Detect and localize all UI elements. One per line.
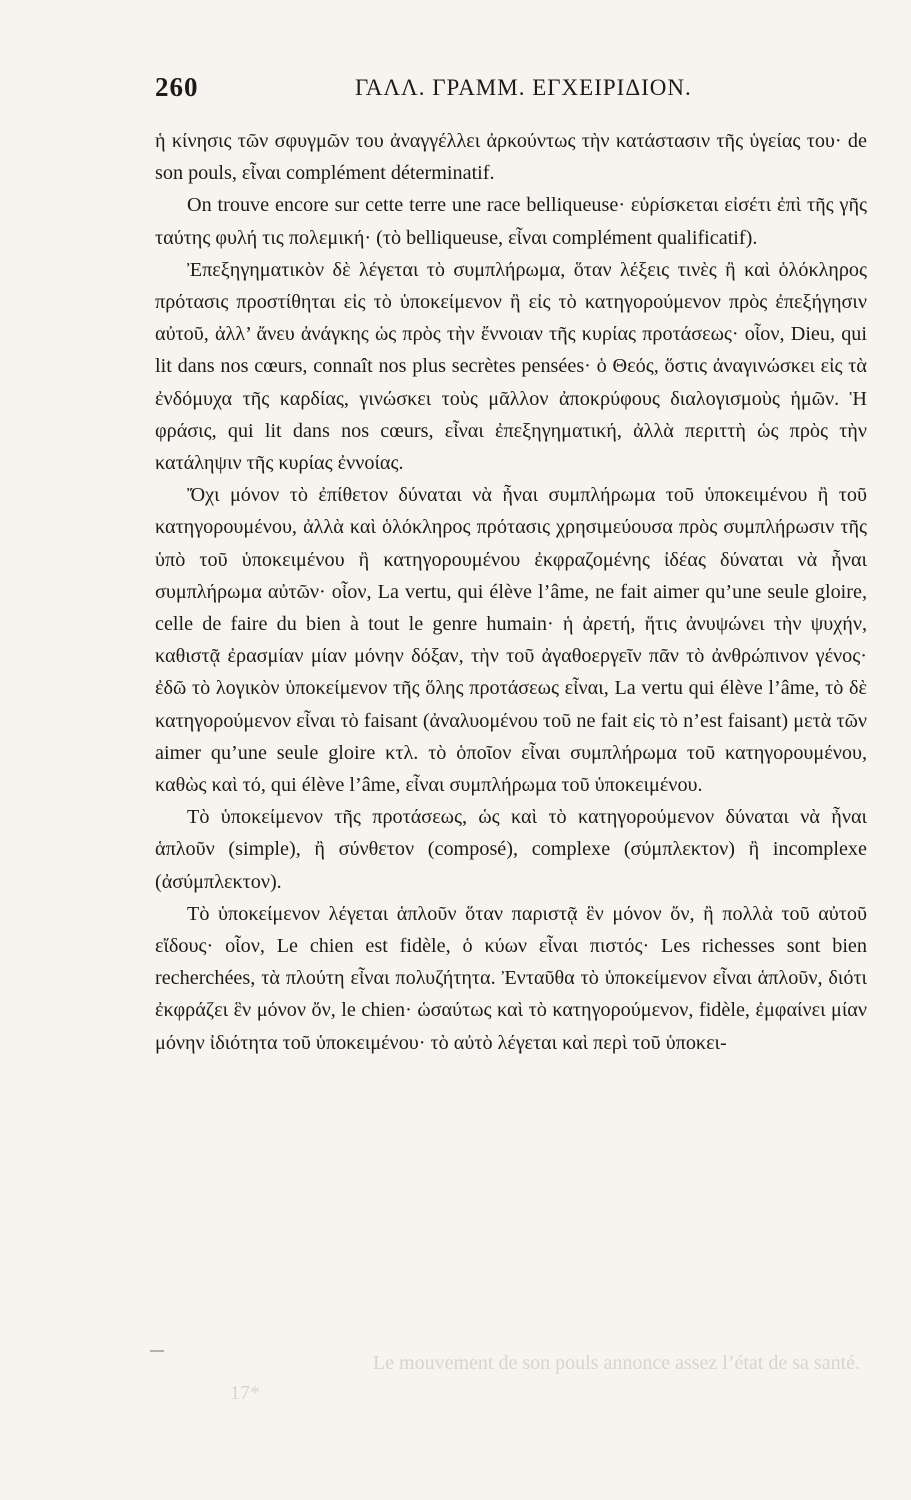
paragraph-2: On trouve encore sur cette terre une race belliqueuse· εὑρίσκεται εἰσέτι ἐπὶ τῆς γῆς ταύτης φυλή τις πολεμική· (τὸ belliqueuse, εἶναι complément qualificatif).: [155, 194, 867, 249]
page-number: 260: [155, 72, 199, 102]
paragraph-6: Τὸ ὑποκείμενον λέγεται ἁπλοῦν ὅταν παριστᾷ ἓν μόνον ὄν, ἢ πολλὰ τοῦ αὐτοῦ εἴδους· οἷον, Le chien est fidèle, ὁ κύων εἶναι πιστός· Les richesses sont bien recherchées, τὰ πλούτη εἶναι πολυζήτητα. Ἐνταῦθα τὸ ὑποκείμενον εἶναι ἁπλοῦν, διότι ἐκφράζει ἓν μόνον ὄν, le chien· ὡσαύτως καὶ τὸ κατηγορούμενον, fidèle, ἐμφαίνει μίαν μόνην ἰδιότητα τοῦ ὑποκειμένου· τὸ αὐτὸ λέγεται καὶ περὶ τοῦ ὑποκει-: [155, 902, 867, 1054]
paragraph-5: Τὸ ὑποκείμενον τῆς προτάσεως, ὡς καὶ τὸ κατηγορούμενον δύναται νὰ ἦναι ἁπλοῦν (simple), ἢ σύνθετον (composé), complexe (σύμπλεκτον) ἢ incomplexe (ἀσύμπλεκτον).: [155, 806, 867, 893]
paragraph-4: Ὄχι μόνον τὸ ἐπίθετον δύναται νὰ ἦναι συμπλήρωμα τοῦ ὑποκειμένου ἢ τοῦ κατηγορουμένου, ἀλλὰ καὶ ὁλόκληρος πρότασις χρησιμεύουσα πρὸς συμπλήρωσιν τῆς ὑπὸ τοῦ ὑποκειμένου ἢ κατηγορουμένου ἐκφραζομένης ἰδέας δύναται νὰ ἦναι συμπλήρωμα αὐτῶν· οἷον, La vertu, qui élève l’âme, ne fait aimer qu’une seule gloire, celle de faire du bien à tout le genre humain· ἡ ἀρετή, ἥτις ἀνυψώνει τὴν ψυχήν, καθιστᾷ ἐρασμίαν μίαν μόνην δόξαν, τὴν τοῦ ἀγαθοεργεῖν πᾶν τὸ ἀνθρώπινον γένος· ἐδῶ τὸ λογικὸν ὑποκείμενον τῆς ὅλης προτάσεως εἶναι, La vertu qui élève l’âme, τὸ δὲ κατηγορούμενον εἶναι τὸ faisant (ἀναλυομένου τοῦ ne fait εἰς τὸ n’est faisant) μετὰ τῶν aimer qu’une seule gloire κτλ. τὸ ὁποῖον εἶναι συμπλήρωμα τοῦ κατηγορουμένου, καθὼς καὶ τό, qui élève l’âme, εἶναι συμπλήρωμα τοῦ ὑποκειμένου.: [155, 484, 867, 797]
page-header: [155, 72, 865, 108]
bleed-through-signature: 17*: [230, 1382, 260, 1404]
body-text: [155, 125, 867, 1059]
running-title: ΓΑΛΛ. ΓΡΑΜΜ. ΕΓΧΕΙΡΙΔΙΟΝ.: [355, 75, 692, 100]
bleed-through-line: Le mouvement de son pouls annonce assez l’état de sa santé.: [372, 1352, 860, 1374]
paragraph-3: Ἐπεξηγηματικὸν δὲ λέγεται τὸ συμπλήρωμα, ὅταν λέξεις τινὲς ἢ καὶ ὁλόκληρος πρότασις προστίθηται εἰς τὸ ὑποκείμενον ἢ εἰς τὸ κατηγορούμενον πρὸς ἐπεξήγησιν αὐτοῦ, ἀλλ’ ἄνευ ἀνάγκης ὡς πρὸς τὴν ἔννοιαν τῆς κυρίας προτάσεως· οἷον, Dieu, qui lit dans nos cœurs, connaît nos plus secrètes pensées· ὁ Θεός, ὅστις ἀναγινώσκει εἰς τὰ ἐνδόμυχα τῆς καρδίας, γινώσκει τοὺς μᾶλλον ἀποκρύφους διαλογισμοὺς ἡμῶν. Ἡ φράσις, qui lit dans nos cœurs, εἶναι ἐπεξηγηματική, ἀλλὰ περιττὴ ὡς πρὸς τὴν κατάληψιν τῆς κυρίας ἐννοίας.: [155, 258, 867, 475]
paragraph-1: ἡ κίνησις τῶν σφυγμῶν του ἀναγγέλλει ἀρκούντως τὴν κατάστασιν τῆς ὑγείας του· de son pouls, εἶναι complément déterminatif.: [155, 130, 867, 185]
